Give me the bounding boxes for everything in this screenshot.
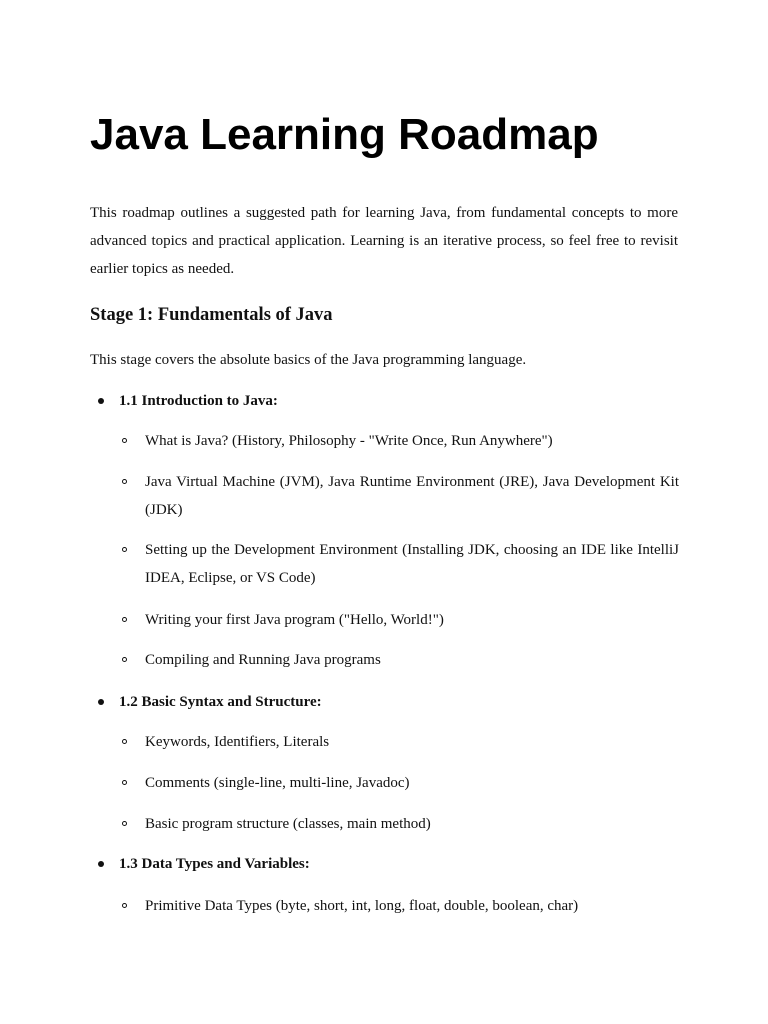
list-item-text: Compiling and Running Java programs xyxy=(145,652,381,668)
bullet-circle-icon xyxy=(122,657,127,662)
list-item-text: Basic program structure (classes, main method) xyxy=(145,816,431,832)
list-item-text: What is Java? (History, Philosophy - "Write Once, Run Anywhere") xyxy=(145,433,553,449)
list-item-text: Primitive Data Types (byte, short, int, long, float, double, boolean, char) xyxy=(145,898,579,914)
section-label: 1.1 Introduction to Java: xyxy=(119,393,278,409)
bullet-circle-icon xyxy=(122,617,127,622)
stage-heading: Stage 1: Fundamentals of Java xyxy=(90,305,333,325)
bullet-disc-icon xyxy=(98,699,104,705)
list-item-text: Writing your first Java program ("Hello, World!") xyxy=(145,612,444,628)
bullet-circle-icon xyxy=(122,547,127,552)
bullet-disc-icon xyxy=(98,861,104,867)
list-item-text: Setting up the Development Environment (Installing JDK, choosing an IDE like IntelliJ IDEA, Eclipse, or VS Code) xyxy=(145,542,679,586)
bullet-disc-icon xyxy=(98,398,104,404)
bullet-circle-icon xyxy=(122,479,127,484)
document-title: Java Learning Roadmap xyxy=(90,110,599,159)
intro-paragraph: This roadmap outlines a suggested path for learning Java, from fundamental concepts to more advanced topics and practical application. Learning is an iterative process, so feel free to revisit earlier topics as needed. xyxy=(90,205,678,277)
bullet-circle-icon xyxy=(122,903,127,908)
section-label: 1.2 Basic Syntax and Structure: xyxy=(119,694,322,710)
stage-description: This stage covers the absolute basics of the Java programming language. xyxy=(90,352,527,368)
bullet-circle-icon xyxy=(122,821,127,826)
list-item-text: Java Virtual Machine (JVM), Java Runtime Environment (JRE), Java Development Kit (JDK) xyxy=(145,474,679,518)
list-item-text: Comments (single-line, multi-line, Javadoc) xyxy=(145,775,410,791)
section-label: 1.3 Data Types and Variables: xyxy=(119,856,310,872)
bullet-circle-icon xyxy=(122,739,127,744)
bullet-circle-icon xyxy=(122,780,127,785)
list-item-text: Keywords, Identifiers, Literals xyxy=(145,734,330,750)
bullet-circle-icon xyxy=(122,438,127,443)
